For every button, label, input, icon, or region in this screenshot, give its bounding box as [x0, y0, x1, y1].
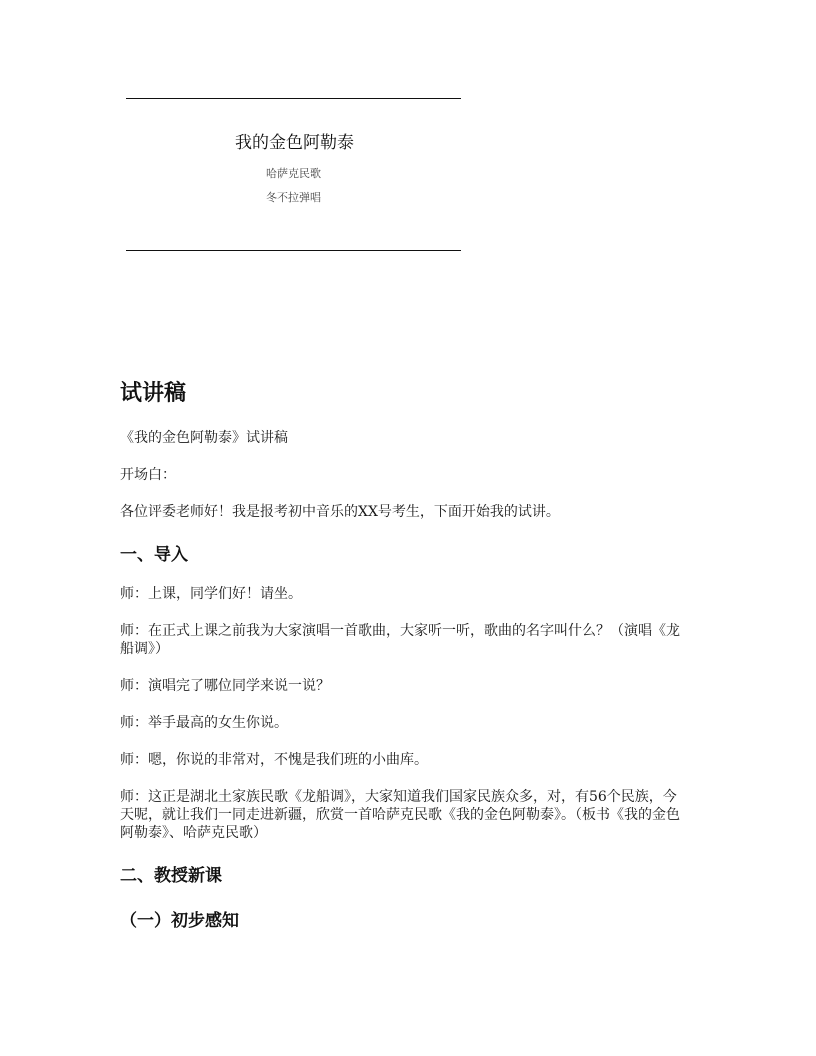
section-heading-new-lesson: 二、教授新课: [120, 866, 222, 886]
dialogue-line: 师：举手最高的女生你说。: [120, 715, 288, 731]
dialogue-line: 师：上课，同学们好！请坐。: [120, 586, 302, 602]
document-heading: 试讲稿: [120, 381, 187, 406]
song-performer: 冬不拉弹唱: [266, 191, 321, 204]
section-heading-intro: 一、导入: [120, 545, 188, 565]
subsection-heading: （一）初步感知: [120, 911, 239, 931]
song-title: 我的金色阿勒泰: [235, 133, 354, 153]
opening-label: 开场白：: [120, 467, 176, 483]
dialogue-line: 师：这正是湖北土家族民歌《龙船调》，大家知道我们国家民族众多，对，有56个民族，今天呢，就让我们一同走进新疆，欣赏一首哈萨克民歌《我的金色阿勒泰》。（板书《我的金色阿勒泰》、哈萨克民歌）: [120, 789, 680, 841]
cover-image: [126, 128, 461, 205]
song-genre: 哈萨克民歌: [266, 167, 321, 180]
document-body: [120, 376, 690, 931]
cover-top-rule: [126, 98, 461, 99]
dialogue-line: 师：演唱完了哪位同学来说一说？: [120, 678, 330, 694]
cover-bottom-rule: [126, 250, 461, 251]
dialogue-line: 师：嗯，你说的非常对，不愧是我们班的小曲库。: [120, 752, 428, 768]
dialogue-line: 师：在正式上课之前我为大家演唱一首歌曲，大家听一听，歌曲的名字叫什么？（演唱《龙船调》）: [120, 623, 680, 657]
intro-title: 《我的金色阿勒泰》试讲稿: [120, 430, 288, 446]
opening-text: 各位评委老师好！我是报考初中音乐的XX号考生，下面开始我的试讲。: [120, 504, 560, 520]
